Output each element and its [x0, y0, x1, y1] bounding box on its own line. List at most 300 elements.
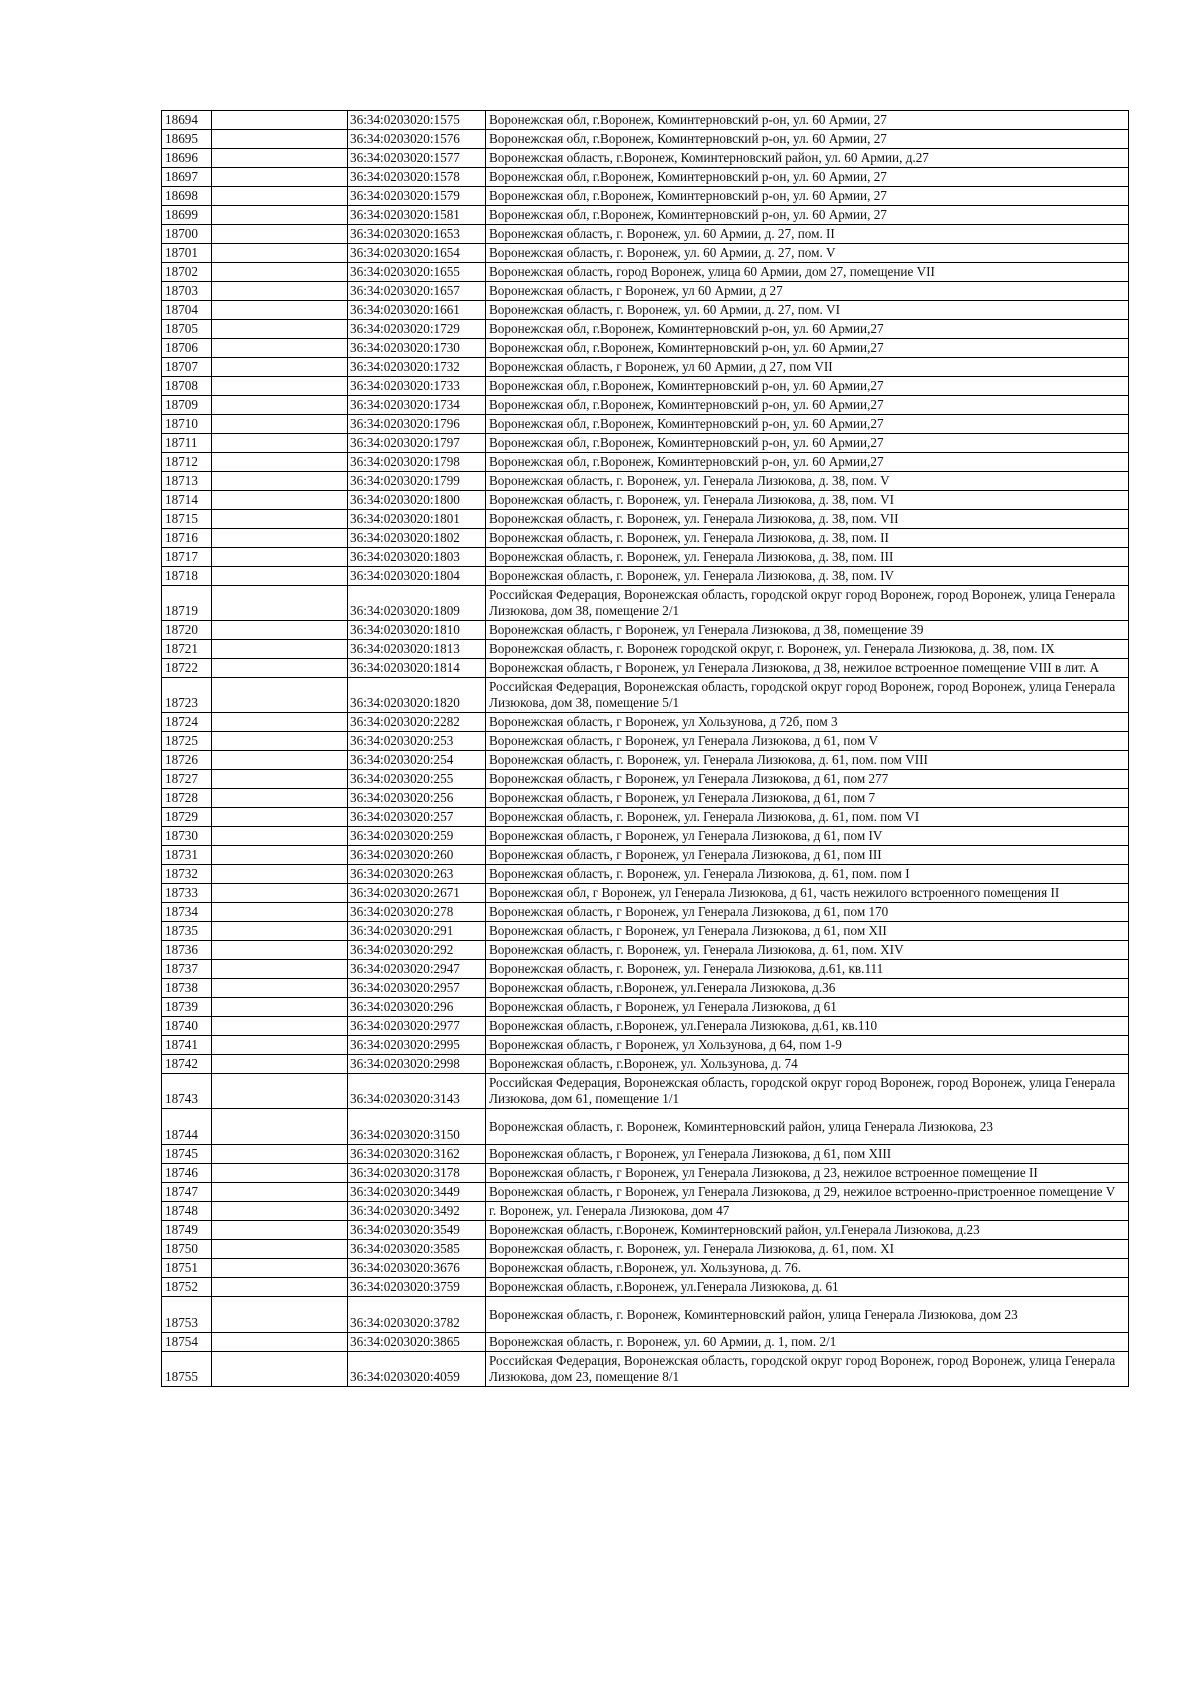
cadastral-number-cell: 36:34:0203020:291 [348, 922, 486, 941]
address-cell: Воронежская область, г Воронеж, ул Генерала Лизюкова, д 61, пом XIII [486, 1145, 1129, 1164]
cadastral-number-cell: 36:34:0203020:2947 [348, 960, 486, 979]
address-cell: Воронежская обл, г.Воронеж, Коминтерновский р-он, ул. 60 Армии,27 [486, 377, 1129, 396]
table-row [162, 339, 1129, 358]
empty-cell [212, 1202, 348, 1221]
cadastral-number-cell: 36:34:0203020:3549 [348, 1221, 486, 1240]
address-cell: Воронежская обл, г Воронеж, ул Генерала Лизюкова, д 61, часть нежилого встроенного помещения II [486, 884, 1129, 903]
table-row [162, 979, 1129, 998]
cadastral-number-cell: 36:34:0203020:296 [348, 998, 486, 1017]
address-cell: Воронежская область, г Воронеж, ул Генерала Лизюкова, д 61, пом XII [486, 922, 1129, 941]
row-number-cell: 18746 [162, 1164, 212, 1183]
row-number-cell: 18725 [162, 732, 212, 751]
address-cell: Воронежская область, г. Воронеж, ул. Генерала Лизюкова, д. 38, пом. VI [486, 491, 1129, 510]
cadastral-number-cell: 36:34:0203020:257 [348, 808, 486, 827]
empty-cell [212, 1055, 348, 1074]
table-row [162, 130, 1129, 149]
row-number-cell: 18737 [162, 960, 212, 979]
row-number-cell: 18729 [162, 808, 212, 827]
row-number-cell: 18720 [162, 621, 212, 640]
row-number-cell: 18704 [162, 301, 212, 320]
cadastral-number-cell: 36:34:0203020:1657 [348, 282, 486, 301]
address-cell: Воронежская область, г Воронеж, ул Генерала Лизюкова, д 23, нежилое встроенное помещение II [486, 1164, 1129, 1183]
table-row [162, 846, 1129, 865]
empty-cell [212, 1183, 348, 1202]
row-number-cell: 18702 [162, 263, 212, 282]
address-cell: Воронежская область, г. Воронеж городской округ, г. Воронеж, ул. Генерала Лизюкова, д. 38, пом. IX [486, 640, 1129, 659]
cadastral-number-cell: 36:34:0203020:3162 [348, 1145, 486, 1164]
cadastral-number-cell: 36:34:0203020:254 [348, 751, 486, 770]
table-row [162, 789, 1129, 808]
cadastral-number-cell: 36:34:0203020:2977 [348, 1017, 486, 1036]
empty-cell [212, 491, 348, 510]
row-number-cell: 18748 [162, 1202, 212, 1221]
row-number-cell: 18710 [162, 415, 212, 434]
table-row [162, 244, 1129, 263]
address-cell: Воронежская область, г Воронеж, ул Генерала Лизюкова, д 29, нежилое встроенно-пристроенное помещение V [486, 1183, 1129, 1202]
table-row [162, 1074, 1129, 1109]
table-row [162, 358, 1129, 377]
empty-cell [212, 320, 348, 339]
row-number-cell: 18750 [162, 1240, 212, 1259]
address-cell: Воронежская область, г. Воронеж, ул. Генерала Лизюкова, д. 38, пом. V [486, 472, 1129, 491]
empty-cell [212, 1278, 348, 1297]
table-row [162, 111, 1129, 130]
table-row [162, 149, 1129, 168]
empty-cell [212, 1036, 348, 1055]
table-row [162, 827, 1129, 846]
table-row [162, 1333, 1129, 1352]
empty-cell [212, 1109, 348, 1145]
empty-cell [212, 453, 348, 472]
row-number-cell: 18752 [162, 1278, 212, 1297]
address-cell: Воронежская область, г.Воронеж, ул.Генерала Лизюкова, д.36 [486, 979, 1129, 998]
address-cell: Воронежская обл, г.Воронеж, Коминтерновский р-он, ул. 60 Армии, 27 [486, 111, 1129, 130]
empty-cell [212, 377, 348, 396]
address-cell: Воронежская область, г. Воронеж, ул. Генерала Лизюкова, д.61, кв.111 [486, 960, 1129, 979]
row-number-cell: 18749 [162, 1221, 212, 1240]
cadastral-number-cell: 36:34:0203020:1803 [348, 548, 486, 567]
address-cell: Воронежская область, г Воронеж, ул Генерала Лизюкова, д 61, пом V [486, 732, 1129, 751]
empty-cell [212, 225, 348, 244]
table-row [162, 1145, 1129, 1164]
row-number-cell: 18727 [162, 770, 212, 789]
cadastral-number-cell: 36:34:0203020:4059 [348, 1352, 486, 1387]
address-cell: Воронежская область, г Воронеж, ул Генерала Лизюкова, д 38, помещение 39 [486, 621, 1129, 640]
empty-cell [212, 1333, 348, 1352]
empty-cell [212, 472, 348, 491]
cadastral-number-cell: 36:34:0203020:3449 [348, 1183, 486, 1202]
empty-cell [212, 1259, 348, 1278]
address-cell: Воронежская область, г.Воронеж, Коминтерновский район, ул.Генерала Лизюкова, д.23 [486, 1221, 1129, 1240]
empty-cell [212, 770, 348, 789]
cadastral-number-cell: 36:34:0203020:255 [348, 770, 486, 789]
empty-cell [212, 621, 348, 640]
cadastral-number-cell: 36:34:0203020:1814 [348, 659, 486, 678]
cadastral-number-cell: 36:34:0203020:260 [348, 846, 486, 865]
cadastral-number-cell: 36:34:0203020:259 [348, 827, 486, 846]
cadastral-number-cell: 36:34:0203020:1813 [348, 640, 486, 659]
empty-cell [212, 789, 348, 808]
table-row [162, 1183, 1129, 1202]
table-row [162, 225, 1129, 244]
row-number-cell: 18706 [162, 339, 212, 358]
cadastral-number-cell: 36:34:0203020:256 [348, 789, 486, 808]
empty-cell [212, 130, 348, 149]
cadastral-number-cell: 36:34:0203020:1576 [348, 130, 486, 149]
row-number-cell: 18717 [162, 548, 212, 567]
address-cell: Воронежская область, г.Воронеж, ул.Генерала Лизюкова, д.61, кв.110 [486, 1017, 1129, 1036]
empty-cell [212, 434, 348, 453]
table-row [162, 1202, 1129, 1221]
empty-cell [212, 529, 348, 548]
cadastral-number-cell: 36:34:0203020:1804 [348, 567, 486, 586]
table-row [162, 1017, 1129, 1036]
table-row [162, 884, 1129, 903]
address-cell: Воронежская область, г. Воронеж, ул. 60 Армии, д. 27, пом. II [486, 225, 1129, 244]
table-row [162, 377, 1129, 396]
empty-cell [212, 396, 348, 415]
address-cell: Воронежская область, город Воронеж, улица 60 Армии, дом 27, помещение VII [486, 263, 1129, 282]
empty-cell [212, 865, 348, 884]
address-cell: Воронежская область, г Воронеж, ул Генерала Лизюкова, д 38, нежилое встроенное помещение VIII в лит. А [486, 659, 1129, 678]
table-row [162, 567, 1129, 586]
row-number-cell: 18735 [162, 922, 212, 941]
address-cell: Воронежская обл, г.Воронеж, Коминтерновский р-он, ул. 60 Армии, 27 [486, 168, 1129, 187]
row-number-cell: 18740 [162, 1017, 212, 1036]
row-number-cell: 18709 [162, 396, 212, 415]
row-number-cell: 18698 [162, 187, 212, 206]
cadastral-number-cell: 36:34:0203020:3676 [348, 1259, 486, 1278]
address-cell: Воронежская область, г Воронеж, ул 60 Армии, д 27 [486, 282, 1129, 301]
empty-cell [212, 244, 348, 263]
empty-cell [212, 586, 348, 621]
address-cell: Российская Федерация, Воронежская область, городской округ город Воронеж, город Воронеж, улица Генерала Лизюкова, дом 38, помещение 2/1 [486, 586, 1129, 621]
address-cell: Воронежская область, г Воронеж, ул Генерала Лизюкова, д 61, пом III [486, 846, 1129, 865]
row-number-cell: 18705 [162, 320, 212, 339]
address-cell: Воронежская область, г Воронеж, ул Хользунова, д 64, пом 1-9 [486, 1036, 1129, 1055]
table-row [162, 713, 1129, 732]
address-cell: Воронежская область, г. Воронеж, ул. Генерала Лизюкова, д. 38, пом. IV [486, 567, 1129, 586]
address-cell: Воронежская область, г. Воронеж, ул. Генерала Лизюкова, д. 61, пом. XIV [486, 941, 1129, 960]
empty-cell [212, 567, 348, 586]
table-row [162, 1036, 1129, 1055]
address-cell: Воронежская область, г. Воронеж, ул. Генерала Лизюкова, д. 61, пом. пом I [486, 865, 1129, 884]
empty-cell [212, 979, 348, 998]
empty-cell [212, 510, 348, 529]
empty-cell [212, 1221, 348, 1240]
row-number-cell: 18716 [162, 529, 212, 548]
row-number-cell: 18736 [162, 941, 212, 960]
address-cell: Воронежская обл, г.Воронеж, Коминтерновский р-он, ул. 60 Армии,27 [486, 320, 1129, 339]
address-cell: Воронежская область, г Воронеж, ул Генерала Лизюкова, д 61, пом IV [486, 827, 1129, 846]
row-number-cell: 18714 [162, 491, 212, 510]
table-row [162, 903, 1129, 922]
row-number-cell: 18732 [162, 865, 212, 884]
row-number-cell: 18719 [162, 586, 212, 621]
empty-cell [212, 678, 348, 713]
address-cell: Воронежская область, г.Воронеж, Коминтерновский район, ул. 60 Армии, д.27 [486, 149, 1129, 168]
address-cell: Воронежская обл, г.Воронеж, Коминтерновский р-он, ул. 60 Армии, 27 [486, 130, 1129, 149]
address-cell: Воронежская область, г Воронеж, ул Генерала Лизюкова, д 61, пом 277 [486, 770, 1129, 789]
address-cell: Воронежская область, г. Воронеж, ул. 60 Армии, д. 27, пом. VI [486, 301, 1129, 320]
row-number-cell: 18707 [162, 358, 212, 377]
empty-cell [212, 827, 348, 846]
cadastral-number-cell: 36:34:0203020:1730 [348, 339, 486, 358]
empty-cell [212, 713, 348, 732]
empty-cell [212, 358, 348, 377]
address-cell: Воронежская область, г. Воронеж, ул. 60 Армии, д. 27, пом. V [486, 244, 1129, 263]
row-number-cell: 18712 [162, 453, 212, 472]
empty-cell [212, 149, 348, 168]
cadastral-number-cell: 36:34:0203020:1802 [348, 529, 486, 548]
table-row [162, 621, 1129, 640]
row-number-cell: 18742 [162, 1055, 212, 1074]
cadastral-number-cell: 36:34:0203020:1732 [348, 358, 486, 377]
empty-cell [212, 1240, 348, 1259]
cadastral-number-cell: 36:34:0203020:1796 [348, 415, 486, 434]
address-cell: Воронежская область, г Воронеж, ул 60 Армии, д 27, пом VII [486, 358, 1129, 377]
row-number-cell: 18711 [162, 434, 212, 453]
empty-cell [212, 301, 348, 320]
address-cell: Воронежская область, г. Воронеж, ул. Генерала Лизюкова, д. 61, пом. XI [486, 1240, 1129, 1259]
empty-cell [212, 960, 348, 979]
table-row [162, 1278, 1129, 1297]
row-number-cell: 18713 [162, 472, 212, 491]
cadastral-number-cell: 36:34:0203020:3143 [348, 1074, 486, 1109]
row-number-cell: 18701 [162, 244, 212, 263]
empty-cell [212, 941, 348, 960]
row-number-cell: 18741 [162, 1036, 212, 1055]
table-row [162, 301, 1129, 320]
cadastral-number-cell: 36:34:0203020:1581 [348, 206, 486, 225]
table-row [162, 640, 1129, 659]
address-cell: Воронежская область, г Воронеж, ул Генерала Лизюкова, д 61, пом 7 [486, 789, 1129, 808]
row-number-cell: 18722 [162, 659, 212, 678]
empty-cell [212, 640, 348, 659]
address-cell: Воронежская область, г. Воронеж, ул. Генерала Лизюкова, д. 61, пом. пом VI [486, 808, 1129, 827]
cadastral-number-cell: 36:34:0203020:3178 [348, 1164, 486, 1183]
cadastral-number-cell: 36:34:0203020:3492 [348, 1202, 486, 1221]
table-row [162, 770, 1129, 789]
address-cell: Российская Федерация, Воронежская область, городской округ город Воронеж, город Воронеж, улица Генерала Лизюкова, дом 38, помещение 5/1 [486, 678, 1129, 713]
table-row [162, 998, 1129, 1017]
row-number-cell: 18755 [162, 1352, 212, 1387]
empty-cell [212, 206, 348, 225]
address-cell: Воронежская обл, г.Воронеж, Коминтерновский р-он, ул. 60 Армии,27 [486, 415, 1129, 434]
address-cell: Воронежская область, г. Воронеж, ул. Генерала Лизюкова, д. 38, пом. III [486, 548, 1129, 567]
cadastral-number-cell: 36:34:0203020:1801 [348, 510, 486, 529]
empty-cell [212, 339, 348, 358]
empty-cell [212, 263, 348, 282]
cadastral-number-cell: 36:34:0203020:2671 [348, 884, 486, 903]
table-row [162, 586, 1129, 621]
row-number-cell: 18747 [162, 1183, 212, 1202]
cadastral-number-cell: 36:34:0203020:1809 [348, 586, 486, 621]
address-cell: Воронежская область, г Воронеж, ул Генерала Лизюкова, д 61 [486, 998, 1129, 1017]
address-cell: Воронежская область, г. Воронеж, Коминтерновский район, улица Генерала Лизюкова, дом 23 [486, 1297, 1129, 1333]
cadastral-number-cell: 36:34:0203020:1577 [348, 149, 486, 168]
address-cell: Воронежская обл, г.Воронеж, Коминтерновский р-он, ул. 60 Армии, 27 [486, 206, 1129, 225]
address-cell: Российская Федерация, Воронежская область, городской округ город Воронеж, город Воронеж, улица Генерала Лизюкова, дом 23, помещение 8/1 [486, 1352, 1129, 1387]
row-number-cell: 18703 [162, 282, 212, 301]
address-cell: Воронежская область, г.Воронеж, ул.Генерала Лизюкова, д. 61 [486, 1278, 1129, 1297]
address-cell: Воронежская область, г Воронеж, ул Хользунова, д 72б, пом 3 [486, 713, 1129, 732]
table-row [162, 751, 1129, 770]
cadastral-number-cell: 36:34:0203020:1799 [348, 472, 486, 491]
cadastral-number-cell: 36:34:0203020:2957 [348, 979, 486, 998]
address-cell: Российская Федерация, Воронежская область, городской округ город Воронеж, город Воронеж, улица Генерала Лизюкова, дом 61, помещение 1/1 [486, 1074, 1129, 1109]
table-row [162, 1240, 1129, 1259]
row-number-cell: 18694 [162, 111, 212, 130]
address-cell: Воронежская обл, г.Воронеж, Коминтерновский р-он, ул. 60 Армии, 27 [486, 187, 1129, 206]
cadastral-number-cell: 36:34:0203020:263 [348, 865, 486, 884]
cadastral-number-cell: 36:34:0203020:292 [348, 941, 486, 960]
empty-cell [212, 1352, 348, 1387]
table-row [162, 396, 1129, 415]
cadastral-number-cell: 36:34:0203020:1578 [348, 168, 486, 187]
table-row [162, 206, 1129, 225]
cadastral-number-cell: 36:34:0203020:2995 [348, 1036, 486, 1055]
empty-cell [212, 998, 348, 1017]
cadastral-number-cell: 36:34:0203020:1661 [348, 301, 486, 320]
empty-cell [212, 168, 348, 187]
empty-cell [212, 1017, 348, 1036]
table-row [162, 1259, 1129, 1278]
address-cell: Воронежская обл, г.Воронеж, Коминтерновский р-он, ул. 60 Армии,27 [486, 453, 1129, 472]
table-row [162, 548, 1129, 567]
address-cell: Воронежская область, г.Воронеж, ул. Хользунова, д. 74 [486, 1055, 1129, 1074]
empty-cell [212, 282, 348, 301]
row-number-cell: 18699 [162, 206, 212, 225]
empty-cell [212, 1074, 348, 1109]
table-row [162, 168, 1129, 187]
row-number-cell: 18695 [162, 130, 212, 149]
row-number-cell: 18715 [162, 510, 212, 529]
address-cell: Воронежская область, г. Воронеж, ул. Генерала Лизюкова, д. 61, пом. пом VIII [486, 751, 1129, 770]
row-number-cell: 18733 [162, 884, 212, 903]
address-cell: Воронежская область, г. Воронеж, ул. Генерала Лизюкова, д. 38, пом. VII [486, 510, 1129, 529]
table-row [162, 263, 1129, 282]
table-row [162, 808, 1129, 827]
row-number-cell: 18708 [162, 377, 212, 396]
row-number-cell: 18724 [162, 713, 212, 732]
table-row [162, 282, 1129, 301]
cadastral-number-cell: 36:34:0203020:1653 [348, 225, 486, 244]
row-number-cell: 18730 [162, 827, 212, 846]
cadastral-number-cell: 36:34:0203020:1810 [348, 621, 486, 640]
row-number-cell: 18718 [162, 567, 212, 586]
cadastral-number-cell: 36:34:0203020:1798 [348, 453, 486, 472]
row-number-cell: 18734 [162, 903, 212, 922]
row-number-cell: 18754 [162, 1333, 212, 1352]
address-cell: Воронежская область, г. Воронеж, ул. 60 Армии, д. 1, пом. 2/1 [486, 1333, 1129, 1352]
cadastral-number-cell: 36:34:0203020:253 [348, 732, 486, 751]
table-row [162, 510, 1129, 529]
row-number-cell: 18697 [162, 168, 212, 187]
table-row [162, 320, 1129, 339]
table-row [162, 941, 1129, 960]
row-number-cell: 18738 [162, 979, 212, 998]
empty-cell [212, 1145, 348, 1164]
row-number-cell: 18700 [162, 225, 212, 244]
table-row [162, 1164, 1129, 1183]
cadastral-number-cell: 36:34:0203020:1654 [348, 244, 486, 263]
empty-cell [212, 751, 348, 770]
cadastral-registry-table [161, 110, 1129, 1387]
address-cell: Воронежская область, г. Воронеж, Коминтерновский район, улица Генерала Лизюкова, 23 [486, 1109, 1129, 1145]
address-cell: г. Воронеж, ул. Генерала Лизюкова, дом 47 [486, 1202, 1129, 1221]
address-cell: Воронежская обл, г.Воронеж, Коминтерновский р-он, ул. 60 Армии,27 [486, 434, 1129, 453]
cadastral-number-cell: 36:34:0203020:2282 [348, 713, 486, 732]
empty-cell [212, 659, 348, 678]
empty-cell [212, 187, 348, 206]
table-row [162, 1055, 1129, 1074]
cadastral-number-cell: 36:34:0203020:1655 [348, 263, 486, 282]
empty-cell [212, 732, 348, 751]
empty-cell [212, 808, 348, 827]
empty-cell [212, 903, 348, 922]
empty-cell [212, 846, 348, 865]
row-number-cell: 18751 [162, 1259, 212, 1278]
table-row [162, 1352, 1129, 1387]
address-cell: Воронежская область, г Воронеж, ул Генерала Лизюкова, д 61, пом 170 [486, 903, 1129, 922]
cadastral-number-cell: 36:34:0203020:2998 [348, 1055, 486, 1074]
address-cell: Воронежская область, г. Воронеж, ул. Генерала Лизюкова, д. 38, пом. II [486, 529, 1129, 548]
table-row [162, 453, 1129, 472]
cadastral-number-cell: 36:34:0203020:3585 [348, 1240, 486, 1259]
row-number-cell: 18753 [162, 1297, 212, 1333]
row-number-cell: 18743 [162, 1074, 212, 1109]
empty-cell [212, 922, 348, 941]
table-row [162, 1221, 1129, 1240]
address-cell: Воронежская обл, г.Воронеж, Коминтерновский р-он, ул. 60 Армии,27 [486, 339, 1129, 358]
address-cell: Воронежская обл, г.Воронеж, Коминтерновский р-он, ул. 60 Армии,27 [486, 396, 1129, 415]
empty-cell [212, 1297, 348, 1333]
row-number-cell: 18696 [162, 149, 212, 168]
empty-cell [212, 884, 348, 903]
table-row [162, 659, 1129, 678]
cadastral-number-cell: 36:34:0203020:1729 [348, 320, 486, 339]
row-number-cell: 18721 [162, 640, 212, 659]
cadastral-number-cell: 36:34:0203020:3865 [348, 1333, 486, 1352]
table-row [162, 434, 1129, 453]
row-number-cell: 18723 [162, 678, 212, 713]
row-number-cell: 18728 [162, 789, 212, 808]
cadastral-number-cell: 36:34:0203020:1579 [348, 187, 486, 206]
cadastral-number-cell: 36:34:0203020:3782 [348, 1297, 486, 1333]
table-row [162, 960, 1129, 979]
cadastral-number-cell: 36:34:0203020:3150 [348, 1109, 486, 1145]
row-number-cell: 18739 [162, 998, 212, 1017]
row-number-cell: 18731 [162, 846, 212, 865]
empty-cell [212, 415, 348, 434]
row-number-cell: 18726 [162, 751, 212, 770]
table-row [162, 472, 1129, 491]
table-row [162, 865, 1129, 884]
cadastral-number-cell: 36:34:0203020:1797 [348, 434, 486, 453]
empty-cell [212, 111, 348, 130]
row-number-cell: 18745 [162, 1145, 212, 1164]
cadastral-number-cell: 36:34:0203020:3759 [348, 1278, 486, 1297]
table-row [162, 922, 1129, 941]
cadastral-number-cell: 36:34:0203020:1734 [348, 396, 486, 415]
table-row [162, 187, 1129, 206]
cadastral-number-cell: 36:34:0203020:1575 [348, 111, 486, 130]
cadastral-number-cell: 36:34:0203020:1820 [348, 678, 486, 713]
cadastral-number-cell: 36:34:0203020:1733 [348, 377, 486, 396]
cadastral-number-cell: 36:34:0203020:278 [348, 903, 486, 922]
row-number-cell: 18744 [162, 1109, 212, 1145]
